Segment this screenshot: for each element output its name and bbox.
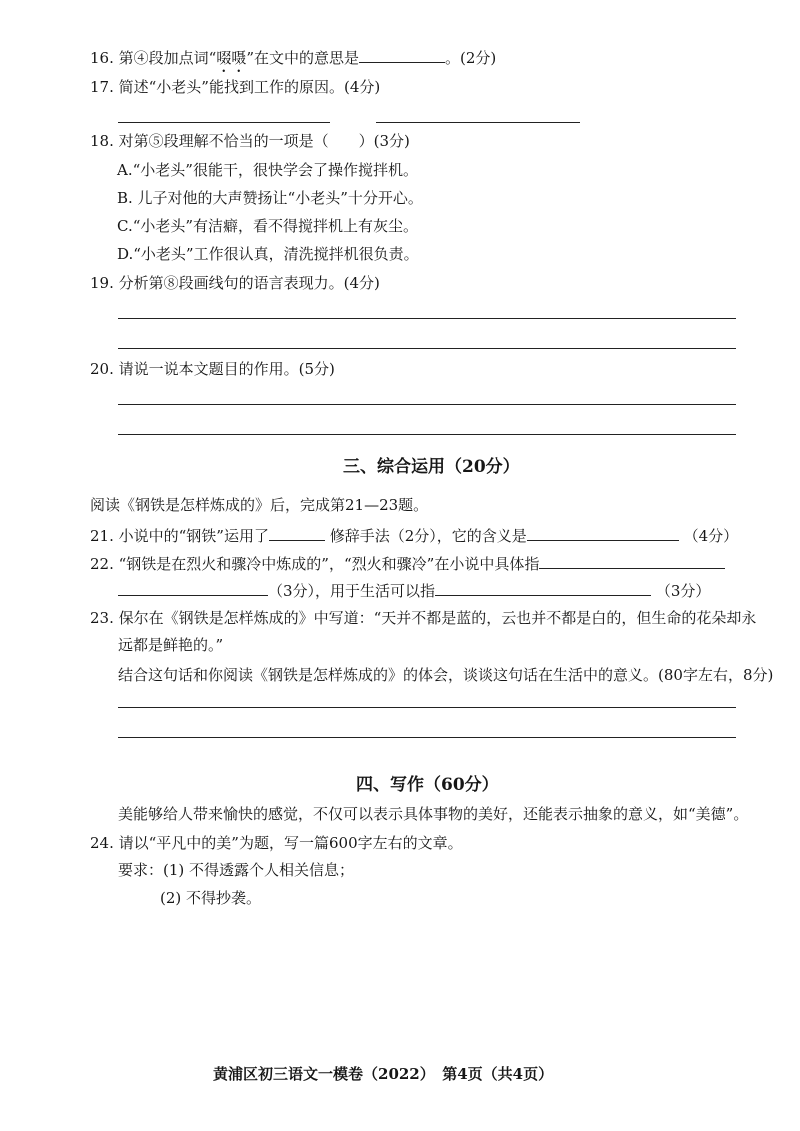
answer-blank[interactable] [269, 524, 325, 541]
question-text: 第④段加点词“ [118, 49, 217, 67]
answer-line[interactable] [118, 348, 736, 349]
section-intro: 阅读《钢铁是怎样炼成的》后，完成第21—23题。 [90, 496, 429, 514]
answer-line[interactable] [118, 404, 736, 405]
question-number: 20. [90, 360, 114, 378]
section-heading-3: 三、综合运用（20分） [343, 457, 520, 477]
answer-blank[interactable] [118, 579, 268, 596]
question-text: 请说一说本文题目的作用。(5分) [118, 360, 335, 378]
requirement-2: (2) 不得抄袭。 [160, 889, 262, 907]
answer-line[interactable] [376, 122, 580, 123]
question-23 [90, 607, 756, 629]
option-c: C.“小老头”有洁癖，看不得搅拌机上有灰尘。 [117, 217, 419, 235]
answer-line[interactable] [118, 318, 736, 319]
answer-blank[interactable] [435, 579, 651, 596]
answer-blank[interactable] [539, 552, 725, 569]
question-22-cont [118, 579, 710, 602]
question-number: 19. [90, 274, 114, 292]
question-number: 22. [90, 555, 114, 573]
question-text: 修辞手法（2分），它的含义是 [329, 527, 527, 545]
question-19 [90, 272, 380, 294]
writing-intro: 美能够给人带来愉快的感觉，不仅可以表示具体事物的美好，还能表示抽象的意义，如“美德”。 [118, 805, 749, 823]
question-18 [90, 130, 410, 152]
score-note: （3分） [655, 582, 711, 600]
question-text: （3分），用于生活可以指 [268, 582, 436, 600]
question-number: 16. [90, 49, 114, 67]
question-22 [90, 552, 725, 575]
question-16 [90, 46, 496, 76]
option-d: D.“小老头”工作很认真，清洗搅拌机很负责。 [117, 245, 419, 263]
question-text: 请以“平凡中的美”为题，写一篇600字左右的文章。 [118, 834, 463, 852]
question-23-prompt: 结合这句话和你阅读《钢铁是怎样炼成的》的体会，谈谈这句话在生活中的意义。(80字左右，8分) [118, 666, 774, 684]
question-text: ”在文中的意思是 [246, 49, 359, 67]
question-text: 分析第⑧段画线句的语言表现力。(4分) [118, 274, 380, 292]
question-text: 小说中的“钢铁”运用了 [118, 527, 269, 545]
answer-blank[interactable] [527, 524, 679, 541]
answer-line[interactable] [118, 434, 736, 435]
answer-line[interactable] [118, 707, 736, 708]
answer-line[interactable] [118, 737, 736, 738]
question-21 [90, 524, 738, 547]
section-heading-4: 四、写作（60分） [356, 775, 499, 795]
score-note: （4分） [683, 527, 739, 545]
question-text: 简述“小老头”能找到工作的原因。(4分) [118, 78, 381, 96]
question-text: “钢铁是在烈火和骤冷中炼成的”，“烈火和骤冷”在小说中具体指 [118, 555, 540, 573]
option-a: A.“小老头”很能干，很快学会了操作搅拌机。 [117, 161, 418, 179]
question-20 [90, 358, 335, 380]
question-24 [90, 832, 463, 854]
answer-blank[interactable] [359, 46, 445, 63]
question-number: 18. [90, 132, 114, 150]
question-text: 对第⑤段理解不恰当的一项是（ ）(3分) [118, 132, 410, 150]
question-number: 23. [90, 609, 114, 627]
page-footer: 黄浦区初三语文一模卷（2022） 第4页（共4页） [213, 1065, 554, 1083]
requirement-1: 要求：(1) 不得透露个人相关信息； [118, 861, 355, 879]
question-number: 21. [90, 527, 114, 545]
question-17 [90, 76, 380, 98]
question-text: 保尔在《钢铁是怎样炼成的》中写道：“天并不都是蓝的，云也并不都是白的，但生命的花朵却永 [118, 609, 757, 627]
score-note: 。(2分) [445, 49, 497, 67]
question-number: 24. [90, 834, 114, 852]
option-b: B. 儿子对他的大声赞扬让“小老头”十分开心。 [117, 189, 423, 207]
dotted-word: 啜嗫 [216, 49, 247, 67]
question-number: 17. [90, 78, 114, 96]
answer-line[interactable] [118, 122, 330, 123]
question-23-cont: 远都是鲜艳的。” [118, 636, 224, 654]
